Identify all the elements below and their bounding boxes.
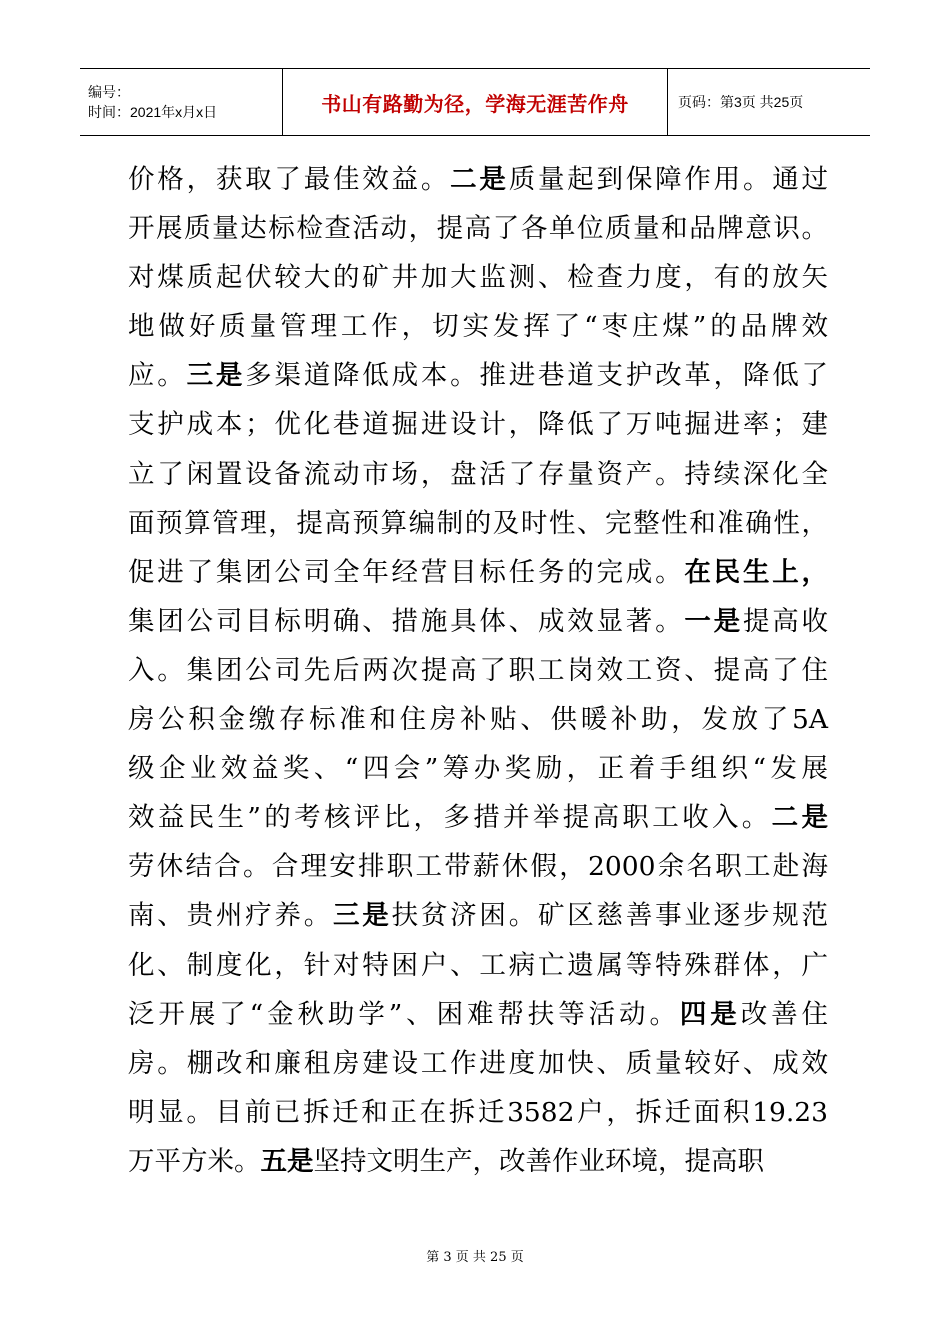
body-text-segment: 扶贫济困。矿区慈善事业逐步规范	[391, 900, 829, 932]
body-text-segment: 开展质量达标检查活动，提高了各单位质量和品牌意识。	[128, 213, 828, 245]
body-text-segment: 坚持文明生产，改善作业环境，提高职	[313, 1145, 764, 1177]
body-line	[128, 499, 828, 548]
emphasis-text: 三是	[332, 900, 392, 932]
body-text-segment: 面预算管理，提高预算编制的及时性、完整性和准确性，	[128, 507, 828, 539]
body-text-segment: 入。集团公司先后两次提高了职工岗效工资、提高了住	[128, 654, 828, 686]
body-line	[128, 1039, 828, 1088]
body-line	[128, 1088, 828, 1137]
body-line	[128, 941, 828, 990]
emphasis-text: 一是	[684, 605, 743, 637]
body-line	[128, 990, 828, 1039]
header-page-cell	[668, 69, 871, 136]
body-text-segment: 价格，获取了最佳效益。	[128, 164, 451, 195]
body-line	[128, 793, 828, 842]
body-line	[128, 204, 828, 253]
body-text-segment: 效益民生”的考核评比，多措并举提高职工收入。	[128, 802, 772, 834]
header-meta-cell	[80, 69, 283, 136]
body-text-segment: 质量起到保障作用。通过	[508, 164, 829, 195]
body-text-segment: 化、制度化，针对特困户、工病亡遗属等特殊群体，广	[128, 949, 828, 981]
body-text-segment: 促进了集团公司全年经营目标任务的完成。	[128, 556, 685, 588]
document-time-label: 时间：2021年x月x日	[88, 104, 218, 120]
body-line	[128, 548, 828, 597]
body-text-segment: 泛开展了“金秋助学”、困难帮扶等活动。	[128, 998, 680, 1030]
body-line	[128, 302, 828, 351]
body-line	[128, 400, 828, 449]
body-text-segment: 房公积金缴存标准和住房补贴、供暖补助，发放了5A	[128, 704, 828, 736]
body-line	[128, 695, 828, 744]
body-line	[128, 1137, 828, 1186]
emphasis-text: 在民生上，	[684, 556, 829, 588]
body-text-segment: 支护成本；优化巷道掘进设计，降低了万吨掘进率；建	[128, 409, 828, 441]
body-line	[128, 597, 828, 646]
document-header	[80, 68, 870, 136]
body-text-segment: 万平方米。	[128, 1145, 261, 1177]
body-text-segment: 立了闲置设备流动市场，盘活了存量资产。持续深化全	[128, 458, 828, 490]
emphasis-text: 三是	[186, 360, 246, 392]
header-motto: 书山有路勤为径，学海无涯苦作舟	[321, 91, 629, 116]
body-text-segment: 级企业效益奖、“四会”筹办奖励，正着手组织“发展	[128, 753, 828, 785]
body-line	[128, 646, 828, 695]
body-line	[128, 155, 828, 204]
body-text-segment: 对煤质起伏较大的矿井加大监测、检查力度，有的放矢	[128, 262, 828, 294]
body-line	[128, 450, 828, 499]
body-line	[128, 253, 828, 302]
body-text-segment: 地做好质量管理工作，切实发挥了“枣庄煤”的品牌效	[128, 311, 828, 343]
body-line	[128, 744, 828, 793]
body-text-segment: 房。棚改和廉租房建设工作进度加快、质量较好、成效	[128, 1047, 828, 1079]
body-text-segment: 提高收	[742, 605, 829, 637]
body-text-segment: 集团公司目标明确、措施具体、成效显著。	[128, 605, 685, 637]
body-text-segment: 多渠道降低成本。推进巷道支护改革，降低了	[245, 360, 829, 392]
document-number-label: 编号：	[88, 84, 130, 100]
body-line	[128, 891, 828, 940]
header-page-code: 页码：第3页 共25页	[678, 94, 804, 110]
emphasis-text: 四是	[679, 998, 741, 1030]
body-text-segment: 劳休结合。合理安排职工带薪休假，2000余名职工赴海	[128, 851, 828, 883]
body-text-segment: 改善住	[740, 998, 829, 1030]
body-line	[128, 351, 828, 400]
body-text-segment: 应。	[128, 360, 187, 392]
body-text-segment: 明显。目前已拆迁和正在拆迁3582户，拆迁面积19.23	[128, 1096, 828, 1128]
emphasis-text: 二是	[450, 164, 509, 195]
body-line	[128, 842, 828, 891]
body-text-segment: 南、贵州疗养。	[128, 900, 333, 932]
emphasis-text: 五是	[260, 1145, 314, 1177]
emphasis-text: 二是	[771, 802, 828, 834]
document-body	[128, 155, 828, 1186]
header-motto-cell	[283, 69, 668, 136]
page-footer: 第 3 页 共 25 页	[426, 1250, 524, 1265]
